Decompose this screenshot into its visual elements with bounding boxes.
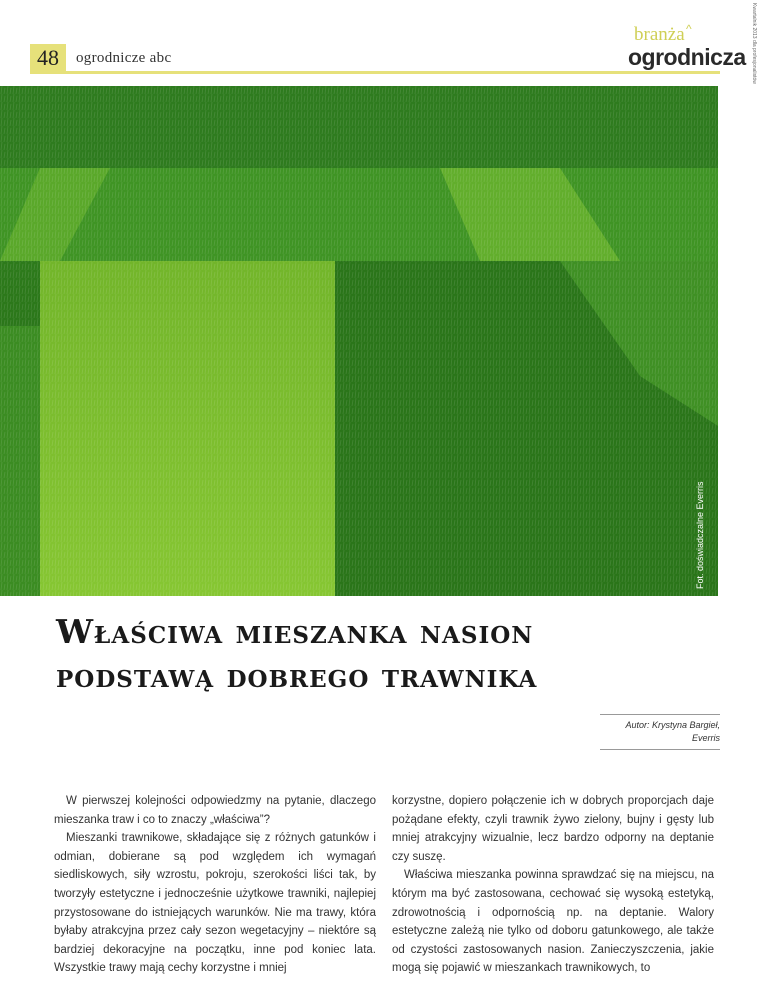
lawn-photo — [0, 86, 718, 596]
author-name: Autor: Krystyna Bargieł, — [625, 720, 720, 730]
logo-main-text: ogrodnicza — [628, 44, 746, 70]
logo-top-text: branża — [634, 24, 685, 45]
article-title-line2: podstawą dobrego trawnika — [56, 656, 538, 695]
article-column-right — [392, 792, 714, 978]
article-title-line1: Właściwa mieszanka nasion — [56, 612, 534, 651]
author-company: Everris — [691, 733, 720, 743]
paragraph: korzystne, dopiero połączenie ich w dobrych proporcjach daje pożądane efekty, czyli trawnik żywo zielony, bujny i gęsty lub mniej atrakcyjny wizualnie, lecz bardzo odporny na deptanie czy suszę. — [392, 795, 714, 863]
leaf-icon: ^ — [686, 22, 692, 36]
page-number: 48 — [30, 44, 66, 72]
paragraph: W pierwszej kolejności odpowiedzmy na pytanie, dlaczego mieszanka traw i co to znaczy „właściwa”? — [54, 795, 376, 826]
author-byline — [600, 714, 720, 750]
article-title — [56, 610, 537, 698]
paragraph: Właściwa mieszanka powinna sprawdzać się na miejscu, na którym ma być zastosowana, cechować się wysoką estetyką, zdrowotnością i odpornością np. na deptanie. Walory estetyczne zależą nie tylko od doboru gatunkowego, ale także od czystości zastosowanych nasion. Zanieczyszczenia, jakie mogą się pojawić w mieszankach trawnikowych, to — [392, 869, 714, 975]
article-column-left — [54, 792, 376, 978]
photo-credit — [694, 420, 706, 590]
side-note — [744, 3, 757, 160]
section-label: ogrodnicze abc — [76, 50, 172, 66]
paragraph: Mieszanki trawnikowe, składające się z różnych gatunków i odmian, dobierane są pod względem ich wymagań siedliskowych, siły wzrostu, pokroju, szerokości liści tak, by tworzyły estetyczne i jednocześnie użytkowe trawniki, najlepiej przystosowane do istniejących warunków. Nie ma trawy, która byłaby atrakcyjna przez cały sezon wegetacyjny – niektóre są bardziej dekoracyjne na początku, inne pod koniec lata. Wszystkie trawy mają cechy korzystne i mniej — [54, 832, 376, 975]
side-note-text: Kwartalnik 2013 dla profesjonalistów — [751, 3, 757, 84]
magazine-logo — [622, 20, 746, 72]
header-rule — [30, 71, 720, 74]
photo-credit-text: Fot. doświadczalne Everris — [695, 481, 705, 589]
lawn-photo-image — [0, 86, 718, 596]
